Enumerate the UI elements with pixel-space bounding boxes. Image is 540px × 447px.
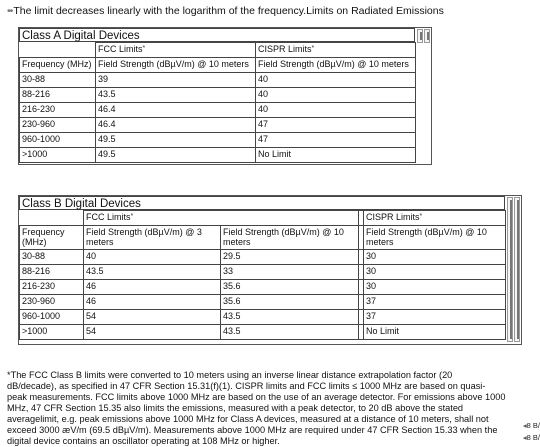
class-b-grid [19,210,506,340]
class-b-header-row [20,226,506,250]
class-a-col-frequency: Frequency (MHz) [20,58,96,73]
class-a-table [18,27,432,165]
class-b-col-fcc-3m: Field Strength (dBµV/m) @ 3 meters [84,226,221,250]
class-a-caption [19,28,415,42]
table-row: >1000 54 43.5 No Limit [20,324,506,339]
triangle-left-icon: ◂ [522,433,527,442]
heading-text: The limit decreases linearly with the logarithm of the frequency.Limits on Radiated Emissions [13,5,444,17]
class-b-cispr-group: CISPR Limits* [364,211,506,226]
class-a-col-cispr-field: Field Strength (dBµV/m) @ 10 meters [256,58,416,73]
table-row: 216-230 46.4 40 [20,103,416,118]
table-row: 216-230 46 35.6 30 [20,279,506,294]
table-row: 960-1000 54 43.5 37 [20,309,506,324]
triangle-left-icon: ◂ [522,421,527,430]
class-b-col-frequency: Frequency (MHz) [20,226,84,250]
table-row: 230-960 46.4 47 [20,118,416,133]
class-b-scrollbar-left[interactable] [507,197,513,342]
class-b-col-fcc-10m: Field Strength (dBµV/m) @ 10 meters [221,226,359,250]
side-label-1[interactable]: ◂8 B/ [522,421,540,430]
footnote-line: averagelimit, e.g. peak emissions above 1000 MHz for Class A devices, measured at a distance of 10 meters, shall not [7,414,489,424]
page-heading [7,5,444,17]
table-row: 230-960 46 35.6 37 [20,294,506,309]
footnote-line: *The FCC Class B limits were converted to 10 meters using an inverse linear distance extrapolation factor (20 [7,370,453,380]
table-row: 88-216 43.5 40 [20,88,416,103]
class-b-corner [20,211,84,226]
footnote-line: digital device contains an oscillator operating at 108 MHz or higher. [7,436,280,446]
side-label-2[interactable]: ◂8 B/ [522,433,540,442]
table-row: 88-216 43.5 33 30 [20,264,506,279]
class-b-scrollbar-right[interactable] [514,197,520,342]
class-a-header-row [20,58,416,73]
class-b-col-cispr-10m: Field Strength (dBµV/m) @ 10 meters [364,226,506,250]
class-a-scrollbar-right[interactable] [424,29,430,43]
table-row: >1000 49.5 No Limit [20,148,416,163]
class-b-table [18,195,522,345]
footnote-line: exceed 3000 æV/m (69.5 dBµV/m). Measurements above 1000 MHz are required under 47 CFR Section 15.33 when the [7,425,498,435]
class-a-corner [20,43,96,58]
footnote-line: MHz, 47 CFR Section 15.35 also limits the emissions, measured with a peak detector, to 20 dB above the stated [7,403,464,413]
footnote-line: peak measurements. FCC limits above 1000 MHz are based on the use of an average detector. For emissions above 1000 [7,392,506,402]
table-row: 30-88 39 40 [20,73,416,88]
heading-bullets: •• [7,5,13,17]
class-b-caption-text: Class B Digital Devices [22,198,141,210]
class-b-fcc-group: FCC Limits* [84,211,359,226]
class-a-cispr-group: CISPR Limits* [256,43,416,58]
table-row: 960-1000 49.5 47 [20,133,416,148]
class-a-group-row [20,43,416,58]
footnote [7,370,529,447]
class-b-group-row [20,211,506,226]
class-a-grid [19,42,416,163]
class-a-caption-text: Class A Digital Devices [22,30,140,42]
class-b-caption [19,196,505,210]
class-a-fcc-group: FCC Limits* [96,43,256,58]
footnote-line: dB/decade), as specified in 47 CFR Section 15.31(f)(1). CISPR limits and FCC limits ≤ 1000 MHz are based on quasi- [7,381,486,391]
class-a-col-fcc-field: Field Strength (dBµV/m) @ 10 meters [96,58,256,73]
table-row: 30-88 40 29.5 30 [20,249,506,264]
class-a-scrollbar-left[interactable] [417,29,423,43]
